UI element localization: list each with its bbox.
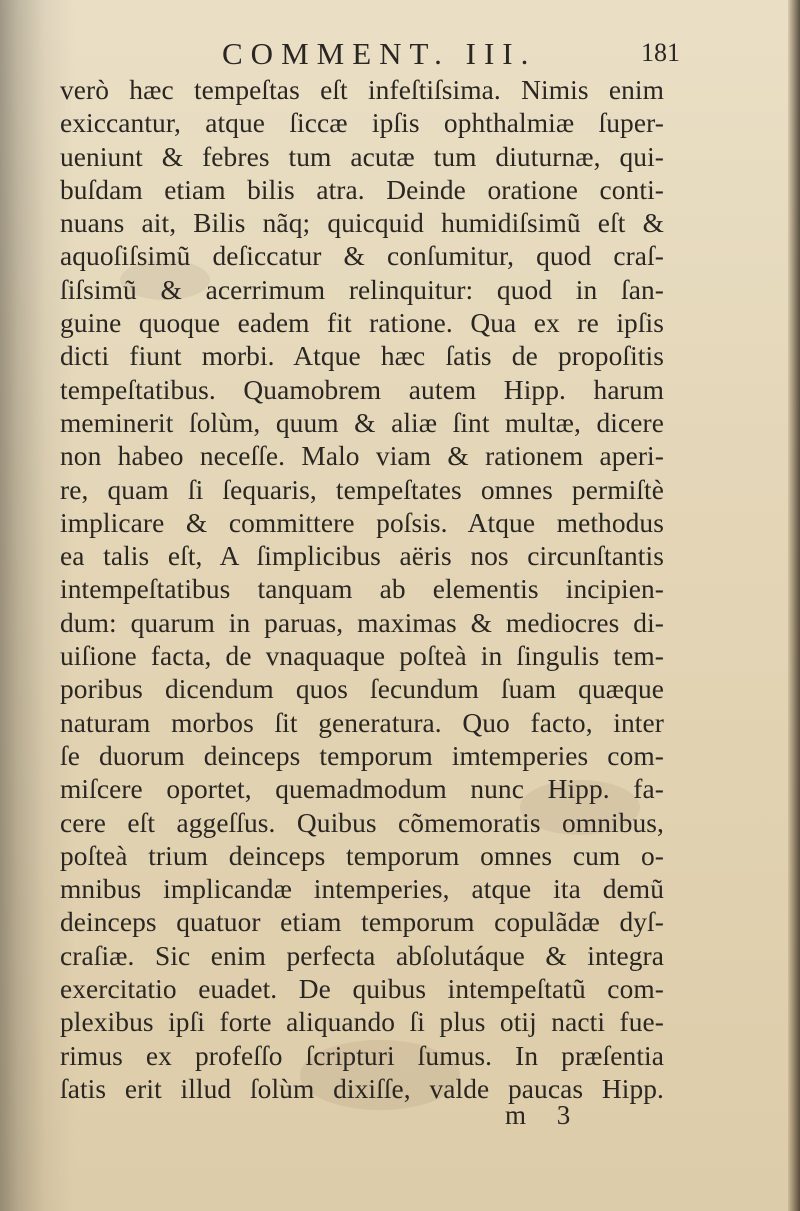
signature-mark: m 3: [505, 1100, 583, 1130]
text-line: exercitatio euadet. De quibus intempeſtatũ com-: [60, 974, 664, 1005]
text-line: intempeſtatibus tanquam ab elementis incipien-: [60, 574, 664, 605]
text-line: ſiſsimũ & acerrimum relinquitur: quod in ſan-: [60, 274, 664, 305]
text-line: dicti fiunt morbi. Atque hæc ſatis de propoſitis: [60, 341, 664, 372]
text-line: dum: quarum in paruas, maximas & mediocres di-: [60, 607, 664, 638]
text-line: meminerit ſolùm, quum & aliæ ſint multæ, dicere: [60, 407, 664, 438]
text-line: plexibus ipſi forte aliquando ſi plus otij nacti fue-: [60, 1007, 664, 1038]
text-line: exiccantur, atque ſiccæ ipſis ophthalmiæ ſuper-: [60, 108, 664, 139]
text-line: poſteà trium deinceps temporum omnes cum o-: [60, 840, 664, 871]
page-header: [180, 30, 680, 74]
text-line: craſiæ. Sic enim perfecta abſolutáque & integra: [60, 940, 664, 971]
text-line: naturam morbos ſit generatura. Quo facto, inter: [60, 707, 664, 738]
text-line: mnibus implicandæ intemperies, atque ita demũ: [60, 874, 664, 905]
text-line: ueniunt & febres tum acutæ tum diuturnæ, qui-: [60, 141, 664, 172]
text-line: poribus dicendum quos ſecundum ſuam quæque: [60, 674, 664, 705]
text-line: re, quam ſi ſequaris, tempeſtates omnes permiſtè: [60, 474, 664, 505]
text-line: non habeo neceſſe. Malo viam & rationem aperi-: [60, 441, 664, 472]
text-line: tempeſtatibus. Quamobrem autem Hipp. harum: [60, 374, 664, 405]
text-line: guine quoque eadem fit ratione. Qua ex re ipſis: [60, 308, 664, 339]
text-line: nuans ait, Bilis nãq; quicquid humidiſsimũ eſt &: [60, 208, 664, 239]
text-line: aquoſiſsimũ deſiccatur & conſumitur, quod craſ-: [60, 241, 664, 272]
text-line: uiſione facta, de vnaquaque poſteà in ſingulis tem-: [60, 641, 664, 672]
text-line: miſcere oportet, quemadmodum nunc Hipp. fa-: [60, 774, 664, 805]
page-number: 181: [641, 38, 680, 67]
text-line: ſe duorum deinceps temporum imtemperies com-: [60, 740, 664, 771]
page-edge-shadow: [788, 0, 800, 1211]
text-line: implicare & committere poſsis. Atque methodus: [60, 507, 664, 538]
body-text: [60, 74, 664, 1106]
text-line: rimus ex profeſſo ſcripturi ſumus. In præſentia: [60, 1040, 664, 1071]
text-line: verò hæc tempeſtas eſt infeſtiſsima. Nimis enim: [60, 75, 664, 105]
text-line: ſatis erit illud ſolùm dixiſſe, valde paucas Hipp.: [60, 1073, 664, 1104]
running-head: COMMENT. III.: [222, 36, 537, 71]
text-line: cere eſt aggeſſus. Quibus cõmemoratis omnibus,: [60, 807, 664, 838]
text-line: ea talis eſt, A ſimplicibus aëris nos circunſtantis: [60, 541, 664, 572]
text-line: buſdam etiam bilis atra. Deinde oratione conti-: [60, 174, 664, 205]
text-line: deinceps quatuor etiam temporum copulãdæ dyſ-: [60, 907, 664, 938]
